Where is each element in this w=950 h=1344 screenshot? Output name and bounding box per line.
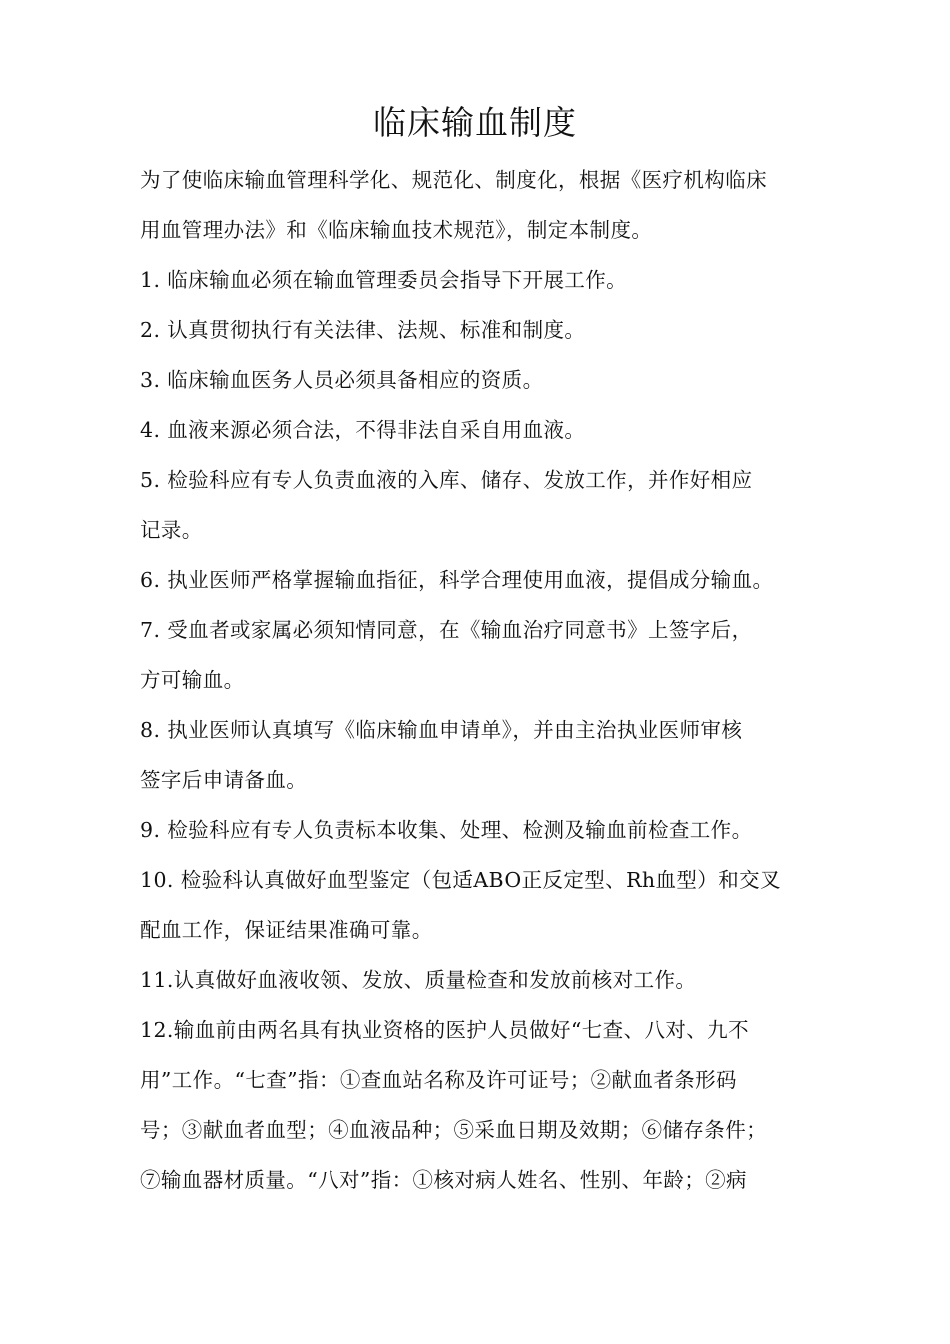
document-title: 临床输血制度 [373, 103, 577, 142]
rule-2: 2. 认真贯彻执行有关法律、法规、标准和制度。 [140, 318, 586, 342]
rule-3: 3. 临床输血医务人员必须具备相应的资质。 [140, 368, 544, 392]
rule-10-line-2: 配血工作，保证结果准确可靠。 [140, 918, 433, 942]
rule-5-line-2: 记录。 [140, 518, 203, 542]
rule-8-line-2: 签字后申请备血。 [140, 768, 308, 792]
rule-12-line-2: 用”工作。“七查”指：①查血站名称及许可证号；②献血者条形码 [140, 1068, 737, 1092]
rule-12-line-1: 12.输血前由两名具有执业资格的医护人员做好“七查、八对、九不 [140, 1018, 749, 1042]
rule-10-line-1: 10. 检验科认真做好血型鉴定（包适ABO正反定型、Rh血型）和交叉 [140, 868, 781, 892]
rule-7-line-2: 方可输血。 [140, 668, 245, 692]
rule-9: 9. 检验科应有专人负责标本收集、处理、检测及输血前检查工作。 [140, 818, 753, 842]
rule-6: 6. 执业医师严格掌握输血指征，科学合理使用血液，提倡成分输血。 [140, 568, 774, 592]
rule-8-line-1: 8. 执业医师认真填写《临床输血申请单》，并由主治执业医师审核 [140, 718, 743, 742]
document-body [140, 155, 820, 1205]
rule-12-line-4: ⑦输血器材质量。“八对”指：①核对病人姓名、性别、年龄；②病 [140, 1168, 747, 1192]
rule-12-line-3: 号；③献血者血型；④血液品种；⑤采血日期及效期；⑥储存条件； [140, 1118, 767, 1142]
rule-4: 4. 血液来源必须合法，不得非法自采自用血液。 [140, 418, 586, 442]
rule-5-line-1: 5. 检验科应有专人负责血液的入库、储存、发放工作，并作好相应 [140, 468, 753, 492]
rule-7-line-1: 7. 受血者或家属必须知情同意，在《输血治疗同意书》上签字后， [140, 618, 753, 642]
rule-11: 11.认真做好血液收领、发放、质量检查和发放前核对工作。 [140, 968, 697, 992]
rule-1: 1. 临床输血必须在输血管理委员会指导下开展工作。 [140, 268, 628, 292]
intro-line-1: 为了使临床输血管理科学化、规范化、制度化，根据《医疗机构临床 [140, 168, 767, 192]
intro-line-2: 用血管理办法》和《临床输血技术规范》，制定本制度。 [140, 218, 653, 242]
